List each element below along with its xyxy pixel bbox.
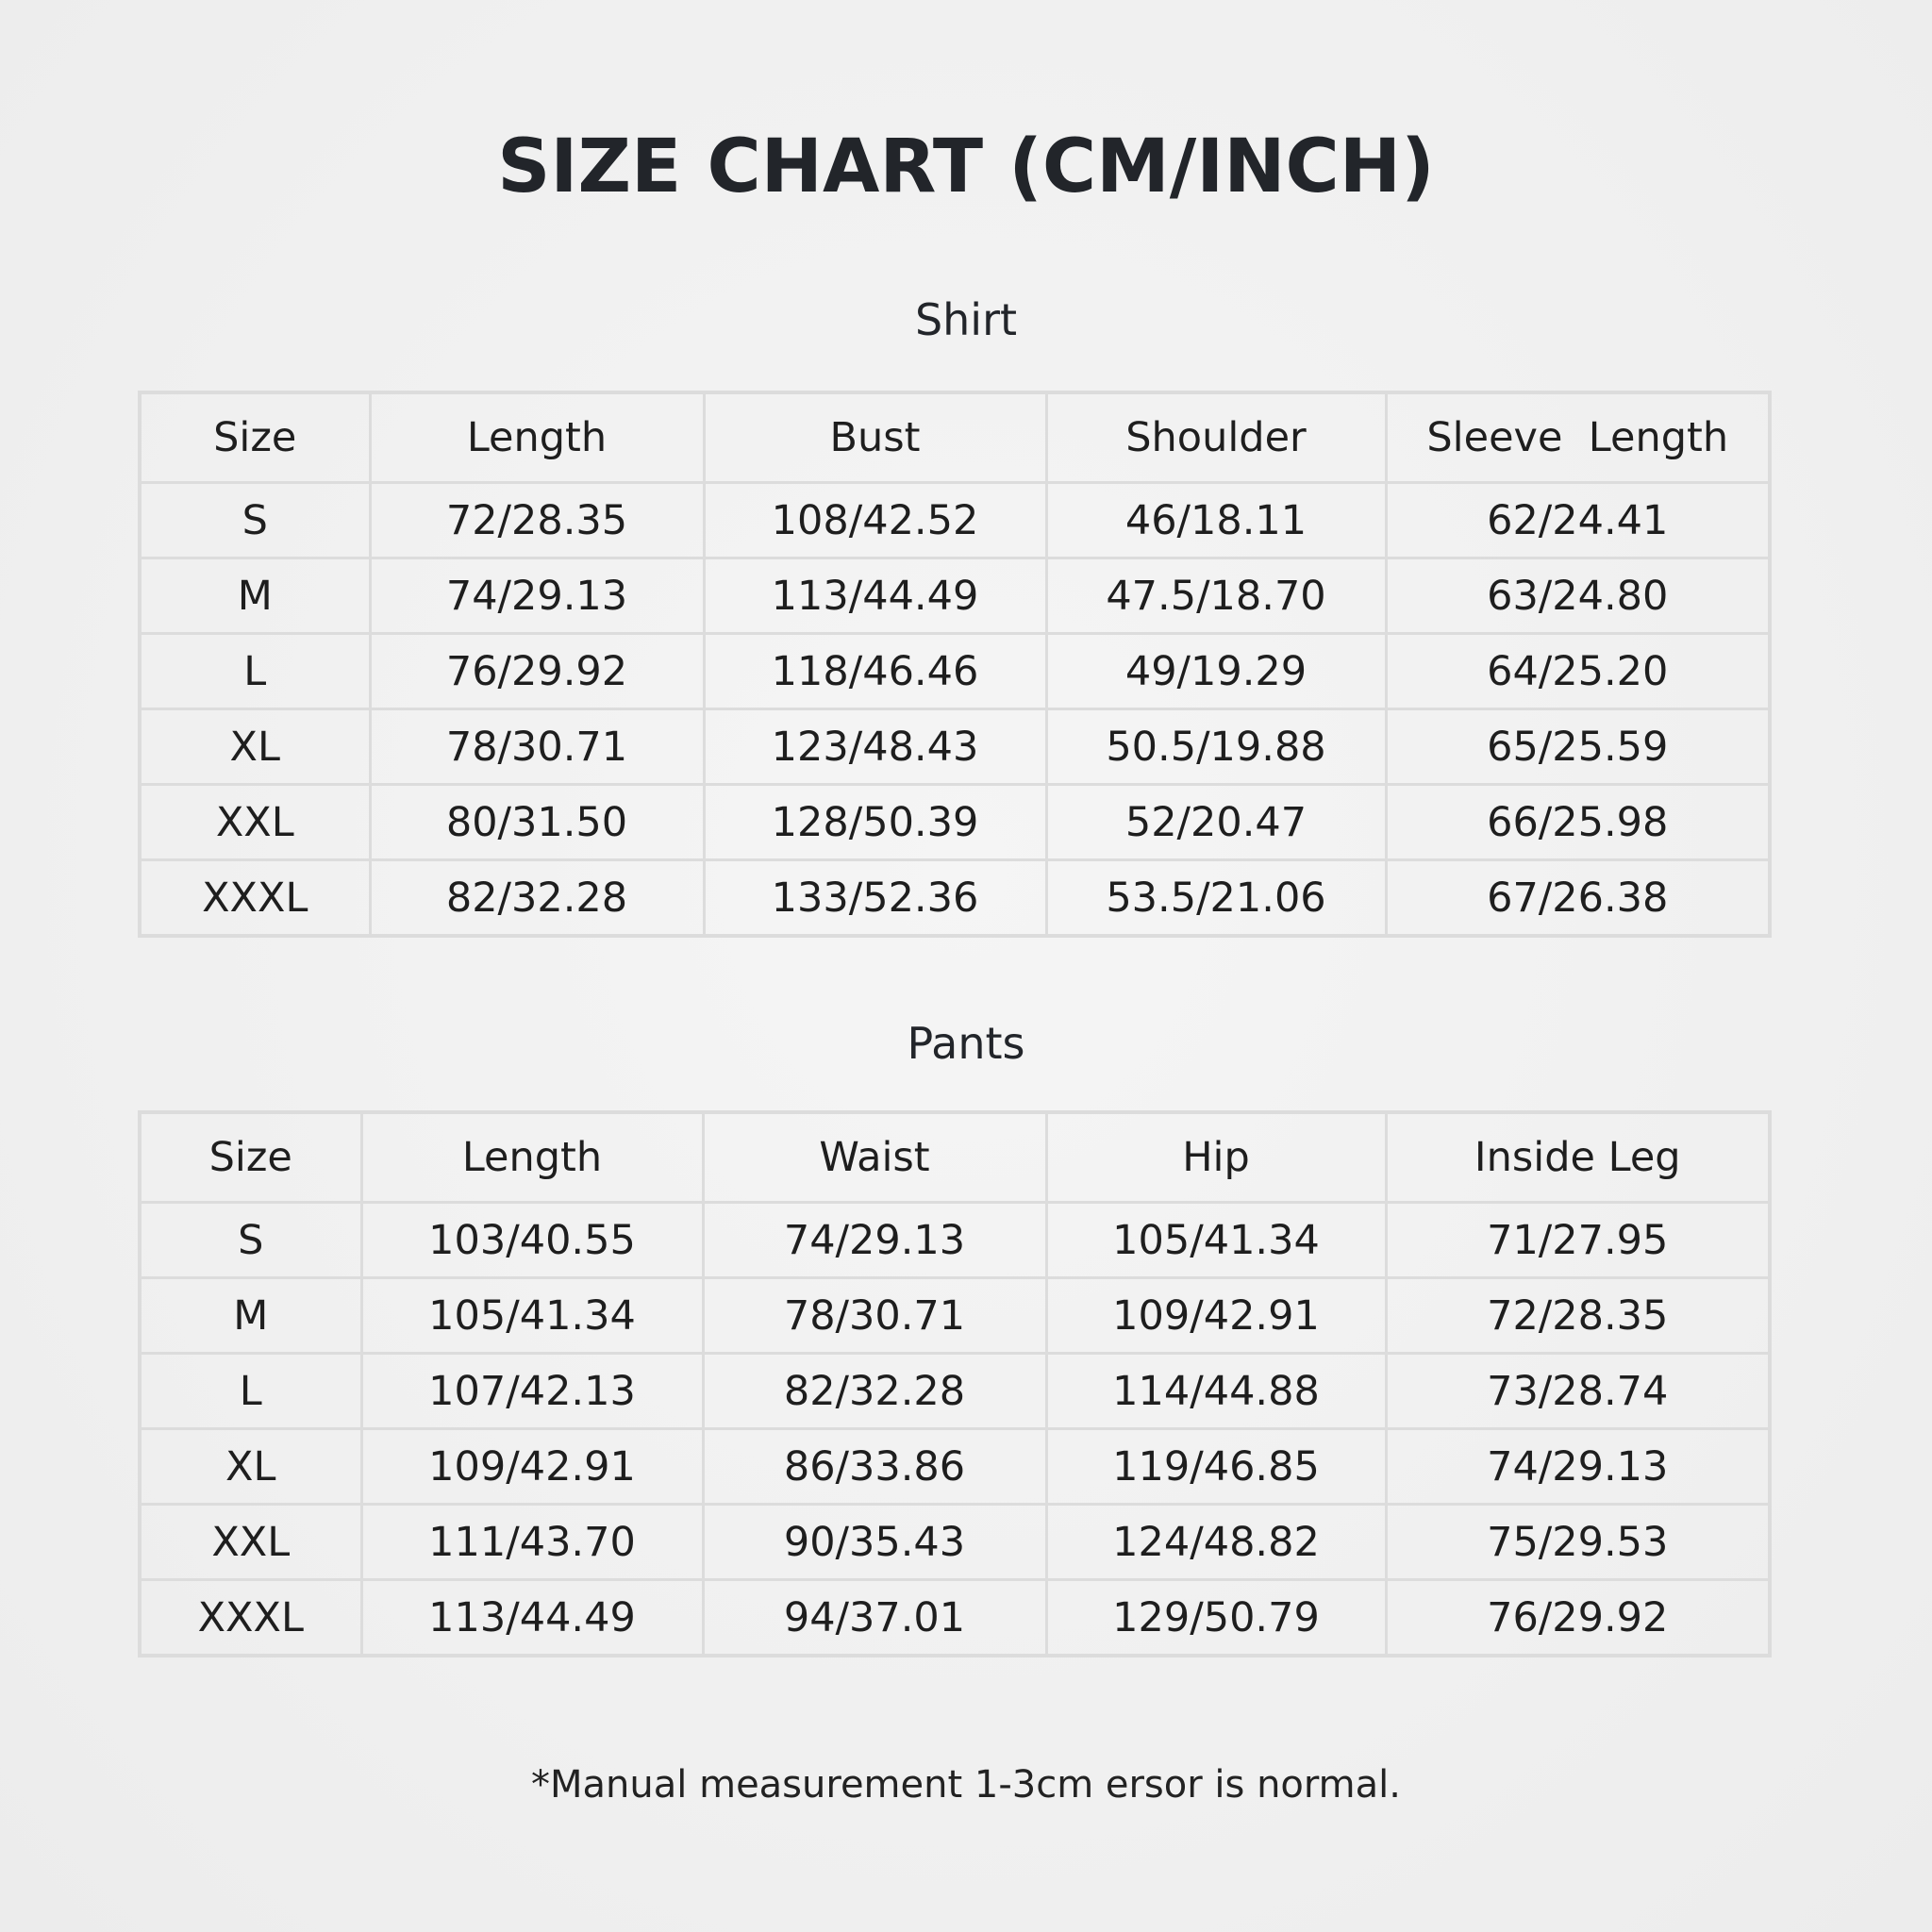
cell-size: XL — [140, 1429, 361, 1505]
cell-length: 113/44.49 — [361, 1580, 703, 1657]
cell-waist: 82/32.28 — [703, 1354, 1046, 1429]
cell-waist: 94/37.01 — [703, 1580, 1046, 1657]
cell-size: S — [140, 483, 370, 558]
cell-length: 103/40.55 — [361, 1203, 703, 1278]
cell-length: 82/32.28 — [370, 860, 704, 937]
table-row — [140, 1429, 1770, 1505]
cell-length: 72/28.35 — [370, 483, 704, 558]
cell-length: 76/29.92 — [370, 634, 704, 709]
cell-hip: 114/44.88 — [1046, 1354, 1386, 1429]
cell-shoulder: 52/20.47 — [1046, 785, 1386, 860]
cell-shoulder: 47.5/18.70 — [1046, 558, 1386, 634]
cell-length: 107/42.13 — [361, 1354, 703, 1429]
header-size: Size — [140, 392, 370, 483]
cell-shoulder: 46/18.11 — [1046, 483, 1386, 558]
cell-sleeve-length: 62/24.41 — [1386, 483, 1770, 558]
table-row — [140, 860, 1770, 937]
table-row — [140, 483, 1770, 558]
cell-hip: 124/48.82 — [1046, 1505, 1386, 1580]
header-length: Length — [370, 392, 704, 483]
header-length: Length — [361, 1112, 703, 1203]
cell-hip: 129/50.79 — [1046, 1580, 1386, 1657]
cell-length: 109/42.91 — [361, 1429, 703, 1505]
cell-size: L — [140, 634, 370, 709]
cell-shoulder: 49/19.29 — [1046, 634, 1386, 709]
cell-size: XXXL — [140, 860, 370, 937]
cell-bust: 128/50.39 — [704, 785, 1046, 860]
cell-bust: 113/44.49 — [704, 558, 1046, 634]
cell-length: 78/30.71 — [370, 709, 704, 785]
shirt-size-table — [138, 391, 1772, 938]
cell-length: 105/41.34 — [361, 1278, 703, 1354]
table-row — [140, 709, 1770, 785]
cell-size: S — [140, 1203, 361, 1278]
pants-size-table — [138, 1110, 1772, 1657]
cell-size: XL — [140, 709, 370, 785]
table-row — [140, 558, 1770, 634]
header-bust: Bust — [704, 392, 1046, 483]
cell-waist: 90/35.43 — [703, 1505, 1046, 1580]
cell-inside-leg: 73/28.74 — [1386, 1354, 1770, 1429]
table-row — [140, 1354, 1770, 1429]
table-header-row — [140, 1112, 1770, 1203]
cell-shoulder: 53.5/21.06 — [1046, 860, 1386, 937]
cell-hip: 119/46.85 — [1046, 1429, 1386, 1505]
cell-hip: 105/41.34 — [1046, 1203, 1386, 1278]
table-row — [140, 634, 1770, 709]
cell-waist: 74/29.13 — [703, 1203, 1046, 1278]
cell-size: L — [140, 1354, 361, 1429]
cell-length: 80/31.50 — [370, 785, 704, 860]
header-sleeve-length: Sleeve Length — [1386, 392, 1770, 483]
table-row — [140, 1278, 1770, 1354]
measurement-footnote: *Manual measurement 1-3cm ersor is normal. — [531, 1763, 1401, 1807]
cell-inside-leg: 75/29.53 — [1386, 1505, 1770, 1580]
header-waist: Waist — [703, 1112, 1046, 1203]
cell-inside-leg: 72/28.35 — [1386, 1278, 1770, 1354]
table-row — [140, 785, 1770, 860]
header-hip: Hip — [1046, 1112, 1386, 1203]
page-title: SIZE CHART (CM/INCH) — [497, 125, 1435, 209]
cell-hip: 109/42.91 — [1046, 1278, 1386, 1354]
cell-bust: 108/42.52 — [704, 483, 1046, 558]
cell-sleeve-length: 66/25.98 — [1386, 785, 1770, 860]
table-header-row — [140, 392, 1770, 483]
cell-sleeve-length: 63/24.80 — [1386, 558, 1770, 634]
cell-waist: 78/30.71 — [703, 1278, 1046, 1354]
table-row — [140, 1203, 1770, 1278]
cell-size: XXL — [140, 1505, 361, 1580]
header-inside-leg: Inside Leg — [1386, 1112, 1770, 1203]
shirt-section-title: Shirt — [914, 294, 1018, 345]
cell-shoulder: 50.5/19.88 — [1046, 709, 1386, 785]
cell-waist: 86/33.86 — [703, 1429, 1046, 1505]
cell-bust: 118/46.46 — [704, 634, 1046, 709]
cell-bust: 123/48.43 — [704, 709, 1046, 785]
header-shoulder: Shoulder — [1046, 392, 1386, 483]
cell-size: XXL — [140, 785, 370, 860]
cell-size: M — [140, 558, 370, 634]
cell-sleeve-length: 67/26.38 — [1386, 860, 1770, 937]
header-size: Size — [140, 1112, 361, 1203]
cell-size: M — [140, 1278, 361, 1354]
table-row — [140, 1580, 1770, 1657]
cell-inside-leg: 71/27.95 — [1386, 1203, 1770, 1278]
cell-sleeve-length: 65/25.59 — [1386, 709, 1770, 785]
cell-length: 111/43.70 — [361, 1505, 703, 1580]
table-row — [140, 1505, 1770, 1580]
cell-inside-leg: 76/29.92 — [1386, 1580, 1770, 1657]
cell-size: XXXL — [140, 1580, 361, 1657]
cell-sleeve-length: 64/25.20 — [1386, 634, 1770, 709]
pants-section-title: Pants — [907, 1018, 1025, 1069]
cell-inside-leg: 74/29.13 — [1386, 1429, 1770, 1505]
cell-bust: 133/52.36 — [704, 860, 1046, 937]
cell-length: 74/29.13 — [370, 558, 704, 634]
